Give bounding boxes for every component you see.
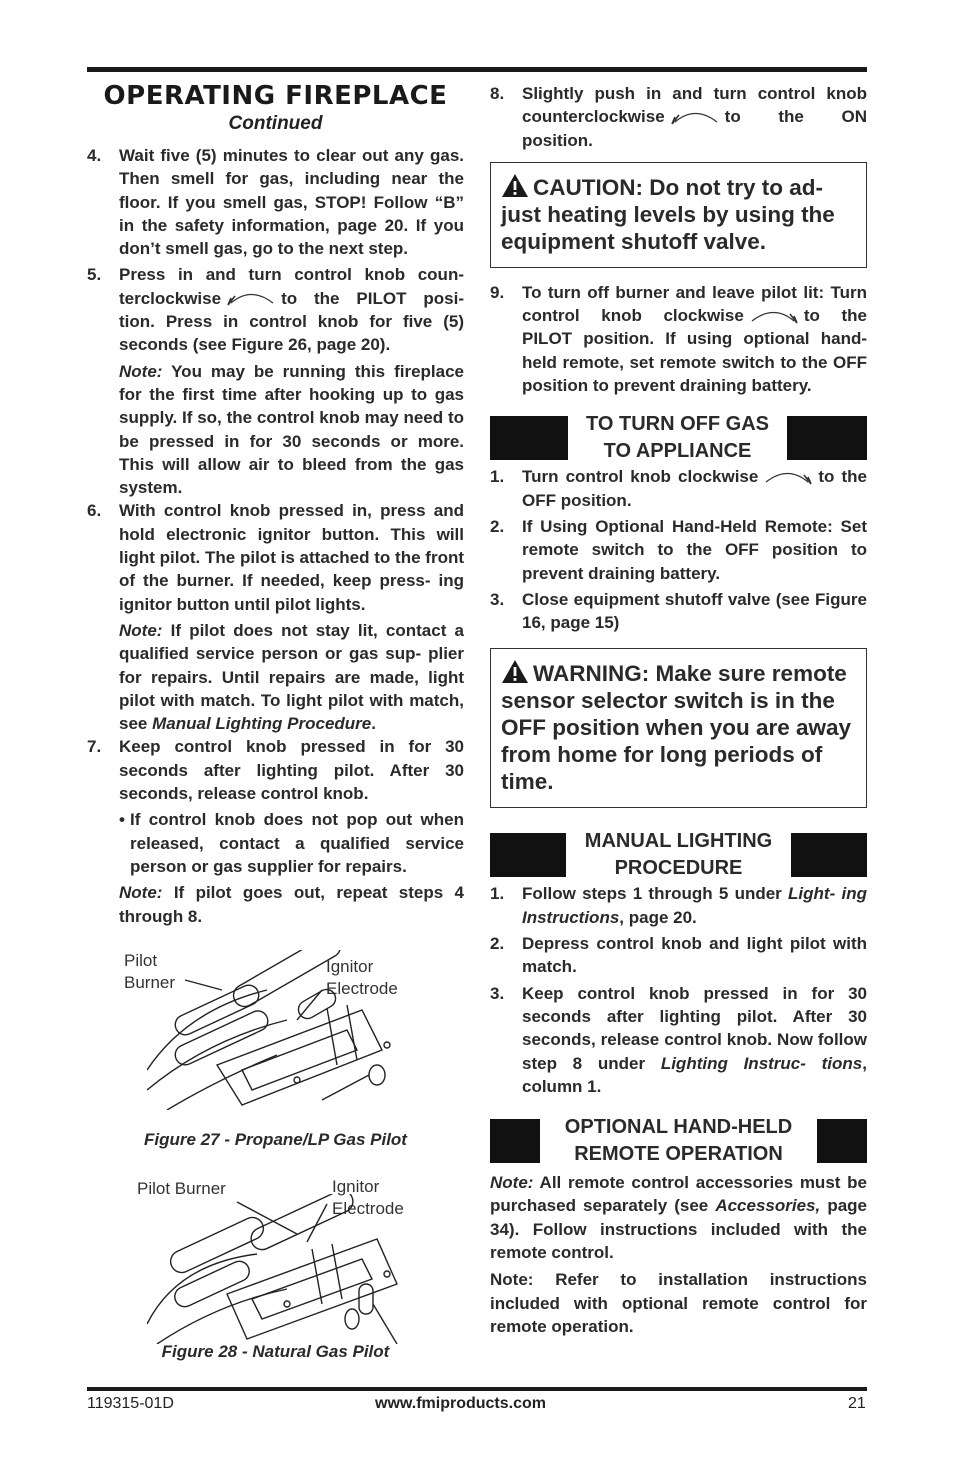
note-text: You may be running this fireplace for the first time after hooking up to gas supply. If so, the control knob may need to be pressed in for 30 seconds or more. This will allow air to bleed from the gas system. bbox=[119, 361, 465, 498]
label-electrode: Electrode bbox=[326, 978, 398, 998]
warning-triangle-icon bbox=[501, 659, 529, 684]
step-number: 6. bbox=[87, 501, 102, 521]
heading-label bbox=[540, 1114, 817, 1168]
step-number: 3. bbox=[490, 983, 505, 1003]
step-8 bbox=[490, 82, 867, 152]
step-text-part: Follow steps 1 through 5 under bbox=[522, 884, 782, 904]
natural-gas-pilot-illustration bbox=[147, 1194, 457, 1344]
note-label: Note: bbox=[490, 1173, 534, 1193]
step-text bbox=[522, 982, 867, 1098]
note-end: . bbox=[371, 714, 376, 734]
step-text-part: Slightly push in and turn control knob counterclockwise bbox=[522, 84, 867, 127]
caution-text: CAUTION: Do not try to ad- just heating levels by using the equipment shutoff valve. bbox=[501, 174, 835, 254]
step-text: With control knob pressed in, press and hold electronic ignitor button. This will light pilot. The pilot is attached to the front of the burner. If needed, keep press- ing ignitor button until pilot lights. bbox=[119, 501, 464, 614]
step-7-note bbox=[119, 881, 464, 928]
step-reference: Lighting Instruc- tions bbox=[660, 1053, 863, 1073]
footer-website[interactable]: www.fmiproducts.com bbox=[375, 1395, 546, 1412]
heading-line: MANUAL LIGHTING bbox=[584, 830, 773, 853]
step-text bbox=[522, 82, 867, 152]
step-number: 2. bbox=[490, 516, 505, 536]
caution-box bbox=[490, 162, 867, 268]
manual-step-3 bbox=[490, 982, 867, 1098]
step-text-part: Keep control knob pressed in for 30 seconds after lighting pilot. After 30 seconds, release control knob. Now follow step 8 under bbox=[522, 983, 867, 1073]
footer-part-number: 119315-01D bbox=[87, 1395, 174, 1412]
step-text-part: Turn control knob clockwise bbox=[522, 467, 759, 487]
counterclockwise-arrow-icon bbox=[225, 290, 277, 308]
heading-line: REMOTE OPERATION bbox=[574, 1143, 783, 1166]
turn-off-step-3 bbox=[490, 588, 867, 635]
step-number: 3. bbox=[490, 589, 505, 609]
step-7 bbox=[87, 735, 464, 805]
note-text: page 34). Follow instructions included with the remote control. bbox=[490, 1196, 867, 1263]
step-text-part: Press in and turn control knob coun- terclockwise bbox=[119, 265, 464, 308]
step-text bbox=[522, 465, 867, 512]
left-column bbox=[87, 80, 464, 1372]
step-number: 1. bbox=[490, 884, 505, 904]
step-text-part: to the ON position. bbox=[522, 107, 867, 150]
figure-27-caption: Figure 27 - Propane/LP Gas Pilot bbox=[144, 1129, 407, 1149]
turn-off-gas-heading bbox=[490, 411, 867, 465]
warning-text: WARNING: Make sure remote sensor selector switch is in the OFF position when you are away from home for long periods of time. bbox=[501, 661, 852, 795]
step-text-part: to the PILOT posi- tion. Press in control knob for five (5) seconds (see Figure 26, page 20). bbox=[119, 288, 464, 355]
label-ignitor: Ignitor bbox=[326, 956, 374, 976]
step-text: Wait five (5) minutes to clear out any gas. Then smell for gas, including near the floor. If you smell gas, STOP! Follow “B” in the safety information, page 20. If you don’t smell gas, go to the next step. bbox=[119, 146, 464, 259]
step-text-part: To turn off burner and leave pilot lit: Turn control knob clockwise bbox=[522, 282, 867, 326]
step-9 bbox=[490, 281, 867, 397]
note-label: Note: bbox=[119, 883, 163, 903]
clockwise-arrow-icon bbox=[762, 469, 814, 487]
bullet-text: If control knob does not pop out when released, contact a qualified service person or gas supplier for repairs. bbox=[130, 810, 464, 876]
step-5 bbox=[87, 263, 464, 356]
step-number: 2. bbox=[490, 934, 505, 954]
note-label: Note: bbox=[119, 620, 163, 640]
warning-triangle-icon bbox=[501, 173, 529, 198]
step-number: 7. bbox=[87, 737, 102, 757]
heading-bar-left bbox=[490, 1119, 540, 1163]
note-reference: Manual Lighting Procedure bbox=[152, 714, 372, 734]
note-text: If pilot goes out, repeat steps 4 through 8. bbox=[119, 883, 464, 926]
step-text-part: , column 1. bbox=[522, 1053, 867, 1096]
remote-note-1 bbox=[490, 1171, 867, 1264]
figure-28-caption: Figure 28 - Natural Gas Pilot bbox=[161, 1341, 390, 1361]
propane-pilot-illustration bbox=[147, 950, 447, 1110]
step-text: Close equipment shutoff valve (see Figure 16, page 15) bbox=[522, 589, 867, 633]
note-reference: Accessories, bbox=[715, 1196, 821, 1216]
note-label: Note: bbox=[119, 361, 163, 381]
heading-label bbox=[566, 828, 791, 882]
step-text-part: to the PILOT position. If using optional hand-held remote, set remote switch to the OFF position to prevent draining battery. bbox=[522, 306, 867, 396]
label-pilot-burner: Pilot Burner bbox=[137, 1178, 226, 1198]
manual-step-2 bbox=[490, 932, 867, 979]
heading-label bbox=[568, 411, 787, 465]
heading-bar-right bbox=[791, 833, 867, 877]
label-pilot: Pilot bbox=[124, 950, 158, 970]
step-text-part: , page 20. bbox=[619, 907, 697, 927]
heading-bar-left bbox=[490, 833, 566, 877]
step-4 bbox=[87, 144, 464, 260]
top-rule bbox=[87, 67, 867, 72]
step-reference: Light- ing Instructions bbox=[522, 884, 867, 927]
remote-note-2: Note: Refer to installation instructions included with optional remote control for remote operation. bbox=[490, 1270, 867, 1336]
step-text: Depress control knob and light pilot with match. bbox=[522, 934, 867, 977]
step-text bbox=[522, 882, 867, 929]
figure-27 bbox=[87, 950, 464, 1170]
step-6 bbox=[87, 499, 464, 615]
footer-page-number: 21 bbox=[848, 1395, 866, 1412]
heading-line: TO APPLIANCE bbox=[603, 440, 752, 463]
manual-lighting-heading bbox=[490, 828, 867, 882]
step-number: 4. bbox=[87, 146, 102, 165]
warning-box bbox=[490, 648, 867, 808]
page-title: OPERATING FIREPLACE bbox=[103, 81, 448, 111]
note-text: All remote control accessories must be purchased separately (see bbox=[490, 1173, 867, 1216]
step-text bbox=[119, 263, 464, 356]
bullet-dot-icon: • bbox=[119, 810, 125, 830]
step-number: 9. bbox=[490, 282, 505, 302]
step-text: If Using Optional Hand-Held Remote: Set remote switch to the OFF position to prevent draining battery. bbox=[522, 516, 867, 583]
step-number: 8. bbox=[490, 84, 505, 103]
manual-step-1 bbox=[490, 882, 867, 929]
remote-operation-heading bbox=[490, 1114, 867, 1168]
label-burner: Burner bbox=[124, 972, 176, 992]
clockwise-arrow-icon bbox=[748, 308, 800, 326]
heading-bar-right bbox=[787, 416, 867, 460]
page-subtitle: Continued bbox=[228, 113, 323, 134]
step-6-note bbox=[119, 619, 464, 735]
step-number: 1. bbox=[490, 467, 505, 487]
turn-off-step-1 bbox=[490, 465, 867, 512]
label-electrode: Electrode bbox=[332, 1198, 404, 1218]
heading-line: TO TURN OFF GAS bbox=[586, 413, 769, 436]
heading-line: PROCEDURE bbox=[614, 857, 743, 880]
step-7-bullet bbox=[119, 808, 464, 878]
heading-bar-right bbox=[817, 1119, 867, 1163]
step-text bbox=[522, 281, 867, 397]
counterclockwise-arrow-icon bbox=[669, 109, 721, 127]
step-text-part: to the OFF position. bbox=[522, 467, 867, 510]
heading-line: OPTIONAL HAND-HELD bbox=[564, 1116, 793, 1139]
step-text: Keep control knob pressed in for 30 seconds after lighting pilot. After 30 seconds, release control knob. bbox=[119, 737, 464, 804]
turn-off-step-2 bbox=[490, 515, 867, 585]
figure-28 bbox=[87, 1172, 464, 1372]
note-text: If pilot does not stay lit, contact a qualified service person or gas sup- plier for repairs. Until repairs are made, light pilot with match. To light pilot with match, see bbox=[119, 620, 464, 734]
bottom-rule bbox=[87, 1387, 867, 1391]
right-column bbox=[490, 82, 867, 1338]
label-ignitor: Ignitor bbox=[332, 1176, 380, 1196]
step-5-note bbox=[119, 360, 464, 500]
step-number: 5. bbox=[87, 265, 102, 285]
heading-bar-left bbox=[490, 416, 568, 460]
